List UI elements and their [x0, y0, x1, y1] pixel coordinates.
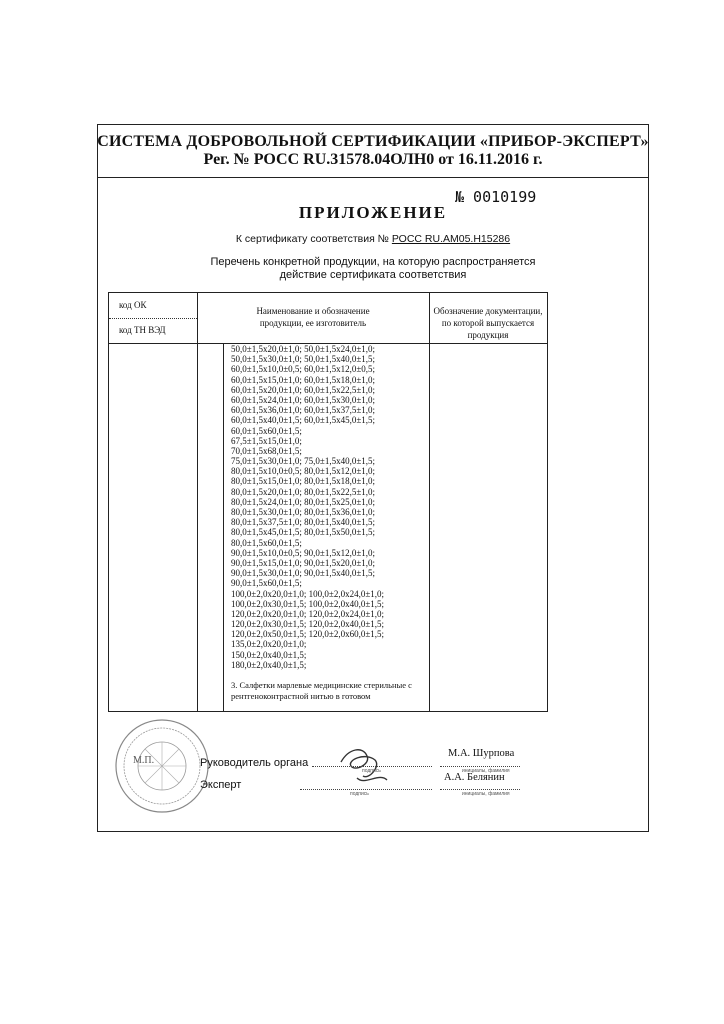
size-row: 80,0±1,5x10,0±0,5; 80,0±1,5x12,0±1,0;	[231, 466, 376, 477]
size-row: 90,0±1,5x30,0±1,0; 90,0±1,5x40,0±1,5;	[231, 568, 376, 579]
size-row: 60,0±1,5x10,0±0,5; 60,0±1,5x12,0±0,5;	[231, 364, 376, 375]
head-name-line	[440, 766, 520, 767]
code-divider	[109, 318, 197, 319]
header-product-name-line1: Наименование и обозначение	[256, 306, 370, 316]
head-name: М.А. Шурпова	[448, 748, 515, 759]
size-row: 80,0±1,5x37,5±1,0; 80,0±1,5x40,0±1,5;	[231, 517, 376, 528]
size-row: 100,0±2,0x20,0±1,0; 100,0±2,0x24,0±1,0;	[231, 588, 385, 599]
head-signature-line	[312, 766, 432, 767]
header-divider	[97, 177, 649, 178]
size-row: 120,0±2,0x30,0±1,5; 120,0±2,0x40,0±1,5;	[231, 619, 385, 630]
size-row: 60,0±1,5x36,0±1,0; 60,0±1,5x37,5±1,0;	[231, 405, 376, 416]
size-row: 70,0±1,5x68,0±1,5;	[231, 445, 302, 456]
expert-name-caption: инициалы, фамилия	[462, 791, 510, 797]
size-row: 60,0±1,5x15,0±1,0; 60,0±1,5x18,0±1,0;	[231, 374, 376, 385]
column-divider-1	[197, 293, 198, 711]
expert-signature-caption: подпись	[350, 791, 369, 797]
item-3-line2: рентгеноконтрастной нитью в готовом	[231, 691, 371, 701]
size-row: 80,0±1,5x60,0±1,5;	[231, 537, 302, 548]
expert-label: Эксперт	[200, 779, 242, 791]
size-row: 90,0±1,5x10,0±0,5; 90,0±1,5x12,0±1,0;	[231, 547, 376, 558]
size-row: 60,0±1,5x24,0±1,0; 60,0±1,5x30,0±1,0;	[231, 394, 376, 405]
size-row: 60,0±1,5x40,0±1,5; 60,0±1,5x45,0±1,5;	[231, 415, 376, 426]
size-row: 50,0±1,5x30,0±1,0; 50,0±1,5x40,0±1,5;	[231, 354, 376, 365]
size-row: 135,0±2,0x20,0±1,0;	[231, 639, 307, 650]
size-row: 100,0±2,0x30,0±1,5; 100,0±2,0x40,0±1,5;	[231, 598, 385, 609]
size-row: 80,0±1,5x20,0±1,0; 80,0±1,5x22,5±1,0;	[231, 486, 376, 497]
certificate-prefix: К сертификату соответствия №	[235, 233, 389, 245]
size-row: 90,0±1,5x15,0±1,0; 90,0±1,5x20,0±1,0;	[231, 557, 376, 568]
size-row: 80,0±1,5x24,0±1,0; 80,0±1,5x25,0±1,0;	[231, 496, 376, 507]
seal-stamp-icon	[112, 716, 212, 816]
size-row: 180,0±2,0x40,0±1,5;	[231, 659, 307, 670]
list-caption-line1: Перечень конкретной продукции, на которую распространяется	[210, 256, 536, 268]
size-row: 90,0±1,5x60,0±1,5;	[231, 578, 302, 589]
size-row: 80,0±1,5x45,0±1,5; 80,0±1,5x50,0±1,5;	[231, 527, 376, 538]
expert-signature-line	[300, 789, 432, 790]
signature-icon	[335, 742, 395, 792]
form-number: № 0010199	[455, 188, 537, 206]
size-row: 80,0±1,5x15,0±1,0; 80,0±1,5x18,0±1,0;	[231, 476, 376, 487]
size-row: 60,0±1,5x60,0±1,5;	[231, 425, 302, 436]
page-title: ПРИЛОЖЕНИЕ	[298, 203, 448, 222]
stamp-label: М.П.	[133, 755, 155, 766]
header-code-ok: код ОК	[119, 300, 147, 310]
product-table	[108, 292, 548, 712]
size-row: 120,0±2,0x50,0±1,5; 120,0±2,0x60,0±1,5;	[231, 629, 385, 640]
header-documentation-line1: Обозначение документации,	[433, 306, 543, 316]
header-code-tn: код ТН ВЭД	[119, 325, 166, 335]
header-product-name	[197, 305, 429, 329]
expert-name-line	[440, 789, 520, 790]
head-name-caption: инициалы, фамилия	[462, 768, 510, 774]
size-list	[231, 344, 427, 670]
column-divider-inner	[223, 343, 224, 711]
head-label: Руководитель органа	[200, 757, 309, 769]
column-divider-2	[429, 293, 430, 711]
certificate-reference	[97, 233, 649, 245]
size-row: 150,0±2,0x40,0±1,5;	[231, 649, 307, 660]
system-title: СИСТЕМА ДОБРОВОЛЬНОЙ СЕРТИФИКАЦИИ «ПРИБОР-ЭКСПЕРТ»	[97, 133, 649, 150]
size-row: 120,0±2,0x20,0±1,0; 120,0±2,0x24,0±1,0;	[231, 608, 385, 619]
expert-name: А.А. Белянин	[444, 772, 505, 783]
size-row: 75,0±1,5x30,0±1,0; 75,0±1,5x40,0±1,5;	[231, 456, 376, 467]
header-product-name-line2: продукции, ее изготовитель	[259, 318, 367, 328]
item-3-line1: 3. Салфетки марлевые медицинские стерильные с	[231, 680, 412, 690]
head-signature-caption: подпись	[362, 768, 381, 774]
header-documentation	[429, 305, 547, 341]
header-documentation-line2: по которой выпускается продукция	[441, 318, 535, 340]
size-row: 80,0±1,5x30,0±1,0; 80,0±1,5x36,0±1,0;	[231, 507, 376, 517]
size-row: 60,0±1,5x20,0±1,0; 60,0±1,5x22,5±1,0;	[231, 384, 376, 395]
size-row: 50,0±1,5x20,0±1,0; 50,0±1,5x24,0±1,0;	[231, 344, 376, 354]
list-caption-line2: действие сертификата соответствия	[279, 269, 467, 281]
certificate-number: РОСС RU.АМ05.Н15286	[391, 233, 511, 245]
registration-line: Рег. № РОСС RU.31578.04ОЛН0 от 16.11.2016 г.	[203, 151, 543, 168]
size-row: 67,5±1,5x15,0±1,0;	[231, 435, 302, 446]
item-3	[231, 680, 427, 702]
